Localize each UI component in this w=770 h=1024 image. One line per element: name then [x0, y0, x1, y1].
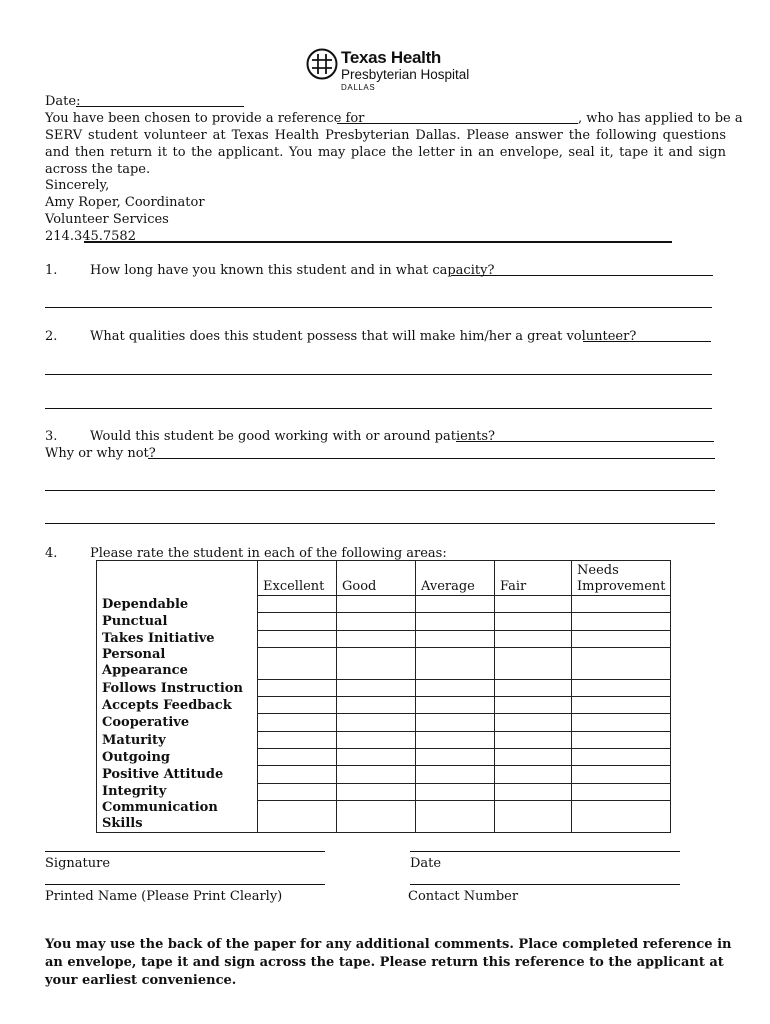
rating-cell[interactable]: [572, 679, 671, 696]
student-name-field[interactable]: [337, 123, 578, 124]
criterion-label: Positive Attitude: [97, 766, 258, 783]
rating-cell[interactable]: [258, 783, 337, 800]
criterion-label: Dependable: [97, 596, 258, 613]
rating-cell[interactable]: [337, 596, 416, 613]
rating-cell[interactable]: [572, 731, 671, 748]
criterion-label: Outgoing: [97, 749, 258, 766]
footer-note: You may use the back of the paper for any additional comments. Place completed reference in an envelope, tape it and sign across the tape. Please return this reference to the applicant at your earliest convenience.: [45, 937, 732, 988]
rating-cell[interactable]: [416, 697, 495, 714]
answer-1-line[interactable]: [45, 307, 712, 308]
printed-name-line[interactable]: [45, 884, 325, 885]
rating-cell[interactable]: [337, 731, 416, 748]
rating-cell[interactable]: [258, 697, 337, 714]
rating-cell[interactable]: [258, 596, 337, 613]
answer-3-line[interactable]: [45, 490, 715, 491]
date-label: Date:: [45, 94, 81, 109]
rating-cell[interactable]: [495, 613, 572, 630]
rating-cell[interactable]: [337, 697, 416, 714]
rating-cell[interactable]: [416, 800, 495, 833]
signature-line[interactable]: [45, 851, 325, 852]
cross-emblem-icon: [306, 48, 338, 80]
column-header-average: Average: [416, 561, 495, 596]
rating-cell[interactable]: [495, 731, 572, 748]
rating-cell[interactable]: [416, 714, 495, 731]
texas-health-logo: [306, 48, 476, 94]
section-divider: [84, 241, 672, 243]
rating-cell[interactable]: [258, 766, 337, 783]
rating-row: [97, 630, 671, 647]
column-header-fair: Fair: [495, 561, 572, 596]
answer-1-line[interactable]: [451, 275, 713, 276]
column-header-good: Good: [337, 561, 416, 596]
rating-cell[interactable]: [337, 766, 416, 783]
question-3-number: 3.: [45, 429, 58, 444]
rating-cell[interactable]: [572, 749, 671, 766]
rating-cell[interactable]: [258, 714, 337, 731]
answer-3-line[interactable]: [45, 523, 715, 524]
date-line[interactable]: [410, 851, 680, 852]
question-4-text: Please rate the student in each of the following areas:: [90, 546, 447, 561]
criterion-label: Punctual: [97, 613, 258, 630]
answer-3-line[interactable]: [456, 441, 714, 442]
question-2-text: What qualities does this student possess that will make him/her a great volunteer?: [90, 329, 637, 344]
rating-cell[interactable]: [416, 731, 495, 748]
answer-2-line[interactable]: [45, 374, 712, 375]
rating-cell[interactable]: [495, 647, 572, 679]
rating-cell[interactable]: [258, 613, 337, 630]
column-header-needs-improvement: [572, 561, 671, 596]
question-2-number: 2.: [45, 329, 58, 344]
rating-cell[interactable]: [572, 800, 671, 833]
rating-row: [97, 714, 671, 731]
rating-cell[interactable]: [572, 596, 671, 613]
rating-cell[interactable]: [258, 679, 337, 696]
date-label-bottom: Date: [410, 856, 442, 871]
rating-row: [97, 647, 671, 679]
rating-cell[interactable]: [337, 714, 416, 731]
rating-cell[interactable]: [416, 749, 495, 766]
rating-cell[interactable]: [495, 679, 572, 696]
logo-name-line1: Texas Health: [341, 48, 442, 67]
rating-cell[interactable]: [495, 783, 572, 800]
intro-text-end: , who has applied to be a: [578, 111, 743, 126]
improvement-label: Improvement: [577, 579, 666, 594]
coordinator-name: Amy Roper, Coordinator: [45, 195, 205, 210]
rating-cell[interactable]: [337, 613, 416, 630]
rating-cell[interactable]: [258, 800, 337, 833]
rating-cell[interactable]: [258, 630, 337, 647]
question-1-text: How long have you known this student and in what capacity?: [90, 263, 495, 278]
rating-cell[interactable]: [337, 630, 416, 647]
criterion-label: Accepts Feedback: [97, 697, 258, 714]
rating-cell[interactable]: [258, 647, 337, 679]
answer-2-line[interactable]: [583, 341, 711, 342]
rating-header-row: [97, 561, 671, 596]
rating-cell[interactable]: [495, 749, 572, 766]
question-1-number: 1.: [45, 263, 58, 278]
rating-cell[interactable]: [337, 800, 416, 833]
criterion-label: Takes Initiative: [97, 630, 258, 647]
rating-row: [97, 697, 671, 714]
logo-name-line2: Presbyterian Hospital: [341, 67, 470, 82]
rating-cell[interactable]: [337, 647, 416, 679]
rating-cell[interactable]: [495, 714, 572, 731]
date-field[interactable]: [76, 106, 244, 107]
rating-row: [97, 731, 671, 748]
criterion-label: Maturity: [97, 731, 258, 748]
signature-label: Signature: [45, 856, 111, 871]
rating-cell[interactable]: [416, 783, 495, 800]
question-3-text: Would this student be good working with or around patients?: [90, 429, 496, 444]
rating-cell[interactable]: [572, 697, 671, 714]
rating-row: [97, 613, 671, 630]
rating-cell[interactable]: [572, 714, 671, 731]
column-header-excellent: Excellent: [258, 561, 337, 596]
rating-cell[interactable]: [495, 630, 572, 647]
phone-number: 214.345.7582: [45, 229, 136, 244]
rating-row: [97, 783, 671, 800]
criterion-label: Cooperative: [97, 714, 258, 731]
rating-cell[interactable]: [416, 647, 495, 679]
rating-cell[interactable]: [572, 647, 671, 679]
rating-cell[interactable]: [495, 697, 572, 714]
question-4-number: 4.: [45, 546, 58, 561]
answer-3-line[interactable]: [148, 458, 715, 459]
rating-cell[interactable]: [572, 613, 671, 630]
answer-2-line[interactable]: [45, 408, 712, 409]
criterion-label: Follows Instruction: [97, 679, 258, 696]
rating-row: [97, 766, 671, 783]
question-3-follow-up: Why or why not?: [45, 446, 156, 461]
rating-row: [97, 679, 671, 696]
rating-cell[interactable]: [416, 596, 495, 613]
rating-cell[interactable]: [258, 731, 337, 748]
rating-table: [96, 560, 671, 833]
criteria-column-header: [97, 561, 258, 596]
criterion-label: Personal Appearance: [97, 647, 258, 679]
rating-cell[interactable]: [337, 783, 416, 800]
rating-cell[interactable]: [416, 630, 495, 647]
contact-number-label: Contact Number: [408, 889, 519, 904]
printed-name-label: Printed Name (Please Print Clearly): [45, 889, 283, 904]
needs-label: Needs: [577, 563, 619, 578]
rating-cell[interactable]: [337, 679, 416, 696]
rating-cell[interactable]: [572, 630, 671, 647]
rating-cell[interactable]: [258, 749, 337, 766]
intro-text-start: You have been chosen to provide a reference for: [45, 111, 365, 126]
rating-cell[interactable]: [416, 766, 495, 783]
rating-cell[interactable]: [495, 596, 572, 613]
logo-name-line3: DALLAS: [341, 83, 376, 92]
contact-number-line[interactable]: [410, 884, 680, 885]
rating-cell[interactable]: [337, 749, 416, 766]
rating-cell[interactable]: [572, 766, 671, 783]
department: Volunteer Services: [45, 212, 169, 227]
rating-cell[interactable]: [495, 800, 572, 833]
rating-row: [97, 749, 671, 766]
rating-cell[interactable]: [572, 783, 671, 800]
rating-row: [97, 596, 671, 613]
rating-cell[interactable]: [416, 613, 495, 630]
rating-row: [97, 800, 671, 833]
criterion-label: Communication Skills: [97, 800, 258, 833]
closing: Sincerely,: [45, 178, 110, 193]
criterion-label: Integrity: [97, 783, 258, 800]
rating-cell[interactable]: [495, 766, 572, 783]
rating-cell[interactable]: [416, 679, 495, 696]
intro-paragraph: SERV student volunteer at Texas Health Presbyterian Dallas. Please answer the following questions and then return it to the applicant. You may place the letter in an envelope, seal it, tape it and sign across the tape.: [45, 128, 726, 177]
